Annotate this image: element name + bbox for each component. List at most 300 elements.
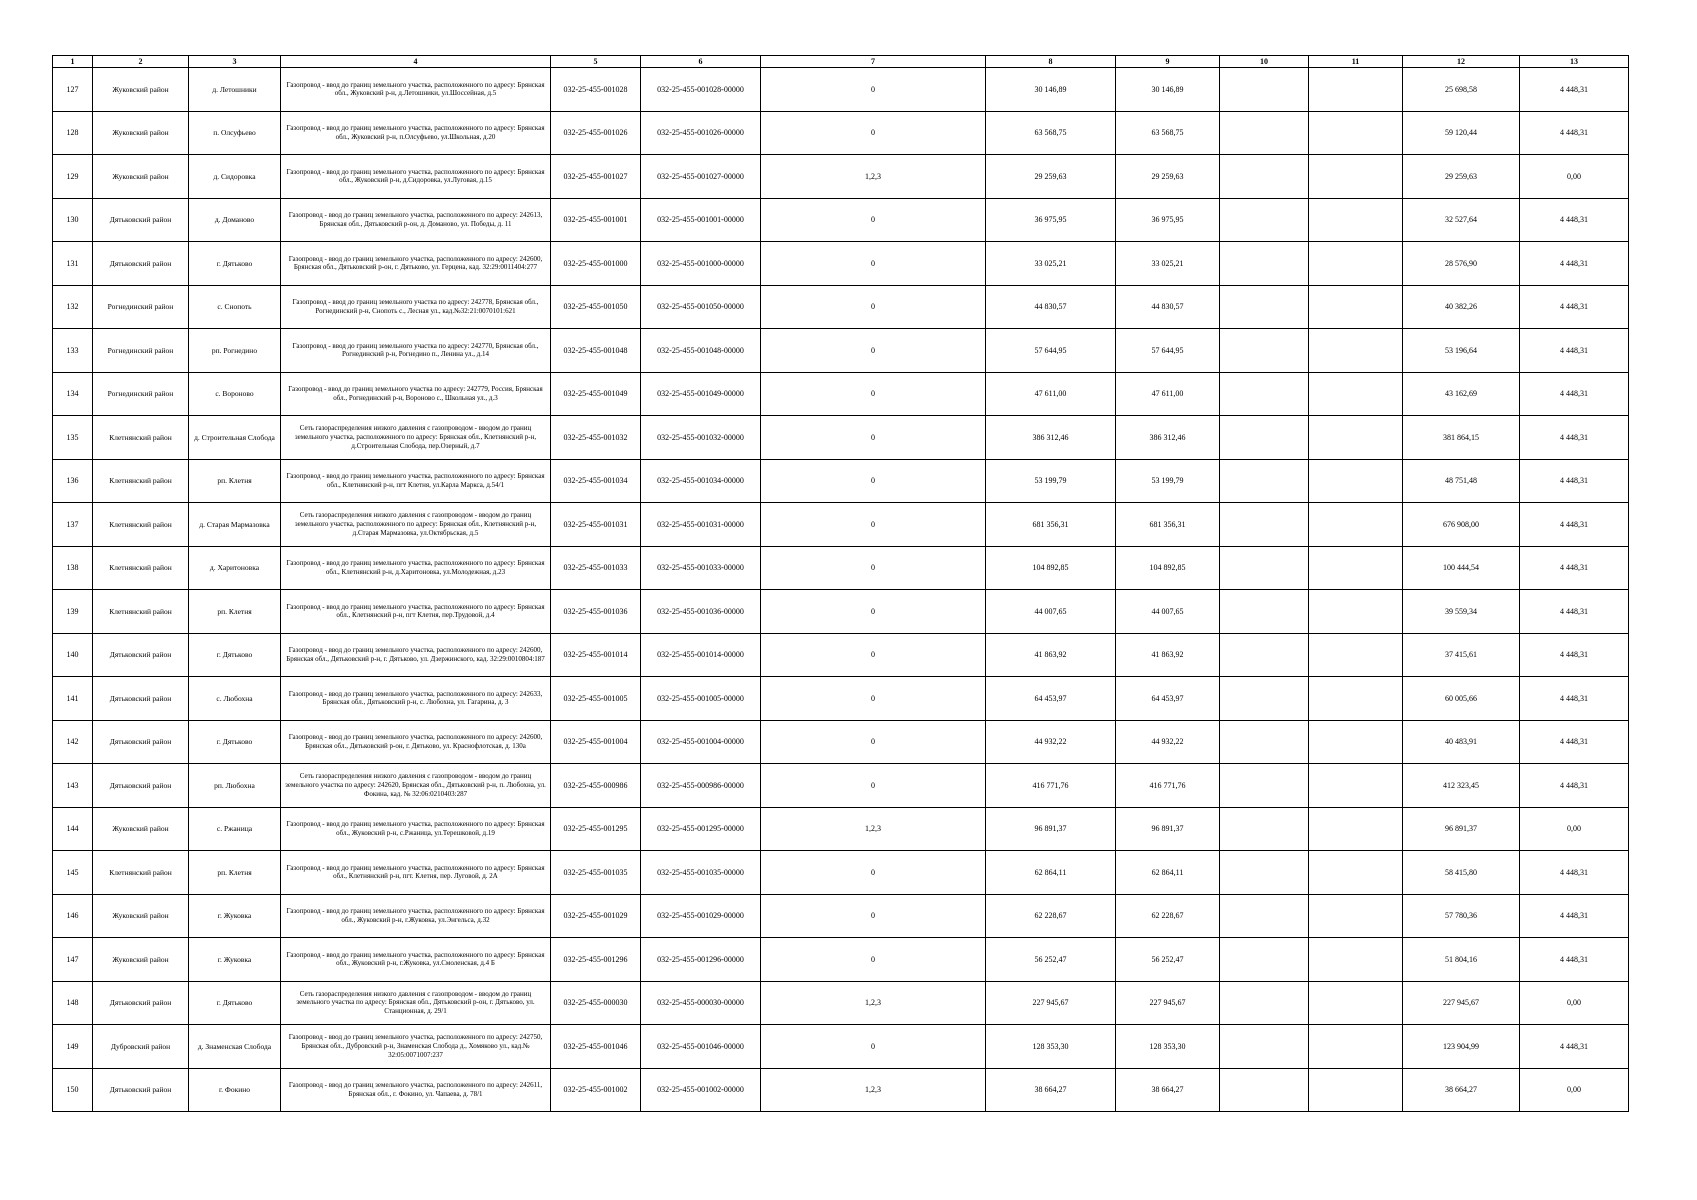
- cell-settlement: с. Любохна: [189, 677, 281, 721]
- cell-settlement: г. Жуковка: [189, 938, 281, 982]
- cell-district: Клетнянский район: [93, 590, 189, 634]
- cell-value-col-8: 681 356,31: [986, 503, 1116, 547]
- cell-settlement: с. Снопоть: [189, 285, 281, 329]
- cell-district: Жуковский район: [93, 111, 189, 155]
- table-row: [53, 416, 1629, 460]
- cell-value-col-12: 28 576,90: [1403, 242, 1520, 286]
- cell-object-description: Сеть газораспределения низкого давления с газопроводом - вводом до границ земельного участка по адресу: Брянская обл., Дятьковский р-он, г. Дятьково, ул. Станционная, д. 29/1: [281, 981, 551, 1025]
- cell-settlement: д. Знаменская Слобода: [189, 1025, 281, 1069]
- cell-object-full-code: 032-25-455-001034-00000: [641, 459, 761, 503]
- cell-value-col-12: 25 698,58: [1403, 68, 1520, 112]
- header-row: [53, 56, 1629, 68]
- table-row: [53, 198, 1629, 242]
- cell-district: Дятьковский район: [93, 764, 189, 808]
- cell-value-col-9: 36 975,95: [1116, 198, 1220, 242]
- cell-row-number: 127: [53, 68, 93, 112]
- cell-object-full-code: 032-25-455-001028-00000: [641, 68, 761, 112]
- cell-object-description: Газопровод - ввод до границ земельного участка, расположенного по адресу: 242600, Брянская обл., Дятьковский р-он, г. Дятьково, ул. Краснофлотская, д. 130а: [281, 720, 551, 764]
- cell-district: Дятьковский район: [93, 720, 189, 764]
- cell-district: Жуковский район: [93, 68, 189, 112]
- cell-indicator: 0: [761, 68, 986, 112]
- cell-district: Дятьковский район: [93, 981, 189, 1025]
- cell-value-col-9: 33 025,21: [1116, 242, 1220, 286]
- cell-object-full-code: 032-25-455-000030-00000: [641, 981, 761, 1025]
- table-row: [53, 1025, 1629, 1069]
- table-row: [53, 764, 1629, 808]
- cell-indicator: 0: [761, 111, 986, 155]
- cell-value-col-8: 56 252,47: [986, 938, 1116, 982]
- cell-value-col-10: [1220, 590, 1309, 634]
- cell-value-col-10: [1220, 155, 1309, 199]
- cell-value-col-9: 56 252,47: [1116, 938, 1220, 982]
- cell-indicator: 0: [761, 938, 986, 982]
- cell-settlement: рп. Любохна: [189, 764, 281, 808]
- cell-district: Дятьковский район: [93, 677, 189, 721]
- table-body: [53, 68, 1629, 1112]
- cell-value-col-12: 676 908,00: [1403, 503, 1520, 547]
- cell-row-number: 134: [53, 372, 93, 416]
- cell-settlement: д. Харитоновка: [189, 546, 281, 590]
- cell-settlement: д. Старая Мармазовка: [189, 503, 281, 547]
- cell-value-col-11: [1309, 503, 1403, 547]
- cell-value-col-12: 412 323,45: [1403, 764, 1520, 808]
- cell-row-number: 137: [53, 503, 93, 547]
- cell-value-col-11: [1309, 459, 1403, 503]
- cell-value-col-10: [1220, 198, 1309, 242]
- cell-value-col-8: 64 453,97: [986, 677, 1116, 721]
- table-row: [53, 894, 1629, 938]
- cell-value-col-10: [1220, 416, 1309, 460]
- cell-value-col-8: 47 611,00: [986, 372, 1116, 416]
- cell-value-col-11: [1309, 807, 1403, 851]
- cell-settlement: рп. Клетня: [189, 851, 281, 895]
- cell-value-col-8: 96 891,37: [986, 807, 1116, 851]
- cell-value-col-8: 44 007,65: [986, 590, 1116, 634]
- cell-value-col-12: 53 196,64: [1403, 329, 1520, 373]
- cell-district: Жуковский район: [93, 807, 189, 851]
- cell-indicator: 0: [761, 198, 986, 242]
- cell-value-col-8: 44 932,22: [986, 720, 1116, 764]
- cell-object-description: Газопровод - ввод до границ земельного участка, расположенного по адресу: 242611, Брянская обл., г. Фокино, ул. Чапаева, д. 78/1: [281, 1068, 551, 1112]
- cell-value-col-10: [1220, 285, 1309, 329]
- cell-value-col-13: 4 448,31: [1520, 720, 1629, 764]
- cell-indicator: 0: [761, 894, 986, 938]
- data-table: [52, 55, 1629, 1112]
- cell-value-col-12: 51 804,16: [1403, 938, 1520, 982]
- cell-settlement: г. Фокино: [189, 1068, 281, 1112]
- cell-object-description: Газопровод - ввод до границ земельного участка, расположенного по адресу: Брянская обл., Жуковский р-н, д.Сидоровка, ул.Луговая, д.15: [281, 155, 551, 199]
- cell-value-col-13: 4 448,31: [1520, 372, 1629, 416]
- cell-value-col-12: 40 483,91: [1403, 720, 1520, 764]
- cell-value-col-13: 4 448,31: [1520, 459, 1629, 503]
- cell-settlement: д. Летошники: [189, 68, 281, 112]
- column-header-10: 10: [1220, 56, 1309, 68]
- cell-value-col-10: [1220, 938, 1309, 982]
- cell-value-col-8: 62 228,67: [986, 894, 1116, 938]
- cell-value-col-11: [1309, 242, 1403, 286]
- cell-value-col-13: 4 448,31: [1520, 633, 1629, 677]
- table-row: [53, 68, 1629, 112]
- cell-object-full-code: 032-25-455-001002-00000: [641, 1068, 761, 1112]
- cell-value-col-10: [1220, 242, 1309, 286]
- cell-indicator: 0: [761, 242, 986, 286]
- cell-object-code: 032-25-455-000986: [551, 764, 641, 808]
- cell-object-code: 032-25-455-001035: [551, 851, 641, 895]
- cell-value-col-8: 33 025,21: [986, 242, 1116, 286]
- cell-object-description: Газопровод - ввод до границ земельного участка, расположенного по адресу: Брянская обл., Клетнянский р-н, пгт Клетня, пер.Трудовой, д.4: [281, 590, 551, 634]
- cell-value-col-11: [1309, 329, 1403, 373]
- cell-value-col-11: [1309, 764, 1403, 808]
- cell-value-col-9: 38 664,27: [1116, 1068, 1220, 1112]
- table-row: [53, 633, 1629, 677]
- cell-district: Жуковский район: [93, 894, 189, 938]
- cell-value-col-13: 0,00: [1520, 807, 1629, 851]
- cell-value-col-12: 43 162,69: [1403, 372, 1520, 416]
- cell-value-col-11: [1309, 155, 1403, 199]
- cell-object-full-code: 032-25-455-001048-00000: [641, 329, 761, 373]
- cell-row-number: 129: [53, 155, 93, 199]
- table-row: [53, 720, 1629, 764]
- cell-object-full-code: 032-25-455-001029-00000: [641, 894, 761, 938]
- cell-object-full-code: 032-25-455-001295-00000: [641, 807, 761, 851]
- cell-district: Дятьковский район: [93, 1068, 189, 1112]
- cell-object-code: 032-25-455-001050: [551, 285, 641, 329]
- cell-object-full-code: 032-25-455-001000-00000: [641, 242, 761, 286]
- cell-district: Рогнединский район: [93, 372, 189, 416]
- cell-settlement: г. Дятьково: [189, 242, 281, 286]
- table-row: [53, 677, 1629, 721]
- cell-object-code: 032-25-455-001014: [551, 633, 641, 677]
- cell-value-col-13: 0,00: [1520, 981, 1629, 1025]
- column-header-5: 5: [551, 56, 641, 68]
- cell-indicator: 0: [761, 546, 986, 590]
- cell-value-col-11: [1309, 981, 1403, 1025]
- cell-row-number: 133: [53, 329, 93, 373]
- cell-value-col-10: [1220, 720, 1309, 764]
- cell-object-full-code: 032-25-455-001032-00000: [641, 416, 761, 460]
- cell-settlement: г. Дятьково: [189, 981, 281, 1025]
- table-row: [53, 329, 1629, 373]
- cell-row-number: 140: [53, 633, 93, 677]
- cell-value-col-10: [1220, 764, 1309, 808]
- cell-object-code: 032-25-455-001000: [551, 242, 641, 286]
- cell-indicator: 0: [761, 764, 986, 808]
- cell-row-number: 132: [53, 285, 93, 329]
- column-header-4: 4: [281, 56, 551, 68]
- cell-object-description: Газопровод - ввод до границ земельного участка по адресу: 242779, Россия, Брянская обл., Рогнединский р-н, Вороново с., Школьная ул., д.3: [281, 372, 551, 416]
- cell-value-col-12: 60 005,66: [1403, 677, 1520, 721]
- cell-indicator: 0: [761, 372, 986, 416]
- cell-object-full-code: 032-25-455-001296-00000: [641, 938, 761, 982]
- cell-value-col-10: [1220, 851, 1309, 895]
- cell-object-description: Газопровод - ввод до границ земельного участка, расположенного по адресу: 242750, Брянская обл., Дубровский р-н, Знаменская Слобода д., Хомяково ул., кад.№ 32:05:0071007:237: [281, 1025, 551, 1069]
- cell-district: Клетнянский район: [93, 851, 189, 895]
- cell-value-col-11: [1309, 1068, 1403, 1112]
- cell-district: Дятьковский район: [93, 198, 189, 242]
- cell-value-col-8: 29 259,63: [986, 155, 1116, 199]
- cell-row-number: 149: [53, 1025, 93, 1069]
- cell-object-full-code: 032-25-455-001027-00000: [641, 155, 761, 199]
- table-row: [53, 851, 1629, 895]
- cell-object-full-code: 032-25-455-001046-00000: [641, 1025, 761, 1069]
- column-header-6: 6: [641, 56, 761, 68]
- cell-value-col-10: [1220, 1068, 1309, 1112]
- cell-indicator: 0: [761, 633, 986, 677]
- cell-value-col-13: 4 448,31: [1520, 111, 1629, 155]
- column-header-2: 2: [93, 56, 189, 68]
- cell-district: Клетнянский район: [93, 459, 189, 503]
- cell-value-col-13: 4 448,31: [1520, 546, 1629, 590]
- cell-value-col-10: [1220, 677, 1309, 721]
- table-row: [53, 111, 1629, 155]
- cell-object-full-code: 032-25-455-001033-00000: [641, 546, 761, 590]
- cell-settlement: д. Сидоровка: [189, 155, 281, 199]
- cell-value-col-8: 44 830,57: [986, 285, 1116, 329]
- cell-district: Рогнединский район: [93, 285, 189, 329]
- cell-settlement: г. Дятьково: [189, 633, 281, 677]
- table-row: [53, 981, 1629, 1025]
- cell-object-full-code: 032-25-455-001026-00000: [641, 111, 761, 155]
- cell-value-col-10: [1220, 981, 1309, 1025]
- cell-value-col-12: 32 527,64: [1403, 198, 1520, 242]
- cell-indicator: 0: [761, 503, 986, 547]
- cell-object-code: 032-25-455-001034: [551, 459, 641, 503]
- cell-value-col-10: [1220, 546, 1309, 590]
- column-header-8: 8: [986, 56, 1116, 68]
- cell-object-description: Газопровод - ввод до границ земельного участка, расположенного по адресу: 242613, Брянская обл., Дятьковский р-он, д. Доманово, ул. Победы, д. 11: [281, 198, 551, 242]
- cell-value-col-11: [1309, 590, 1403, 634]
- cell-object-full-code: 032-25-455-001036-00000: [641, 590, 761, 634]
- cell-value-col-9: 64 453,97: [1116, 677, 1220, 721]
- cell-object-code: 032-25-455-000030: [551, 981, 641, 1025]
- cell-object-description: Газопровод - ввод до границ земельного участка, расположенного по адресу: Брянская обл., Жуковский р-н, с.Ржаница, ул.Терешковой, д.19: [281, 807, 551, 851]
- cell-value-col-8: 36 975,95: [986, 198, 1116, 242]
- cell-row-number: 148: [53, 981, 93, 1025]
- cell-value-col-11: [1309, 111, 1403, 155]
- cell-value-col-10: [1220, 1025, 1309, 1069]
- column-header-12: 12: [1403, 56, 1520, 68]
- cell-value-col-11: [1309, 285, 1403, 329]
- cell-value-col-11: [1309, 720, 1403, 764]
- cell-settlement: д. Доманово: [189, 198, 281, 242]
- cell-value-col-13: 4 448,31: [1520, 590, 1629, 634]
- cell-value-col-9: 128 353,30: [1116, 1025, 1220, 1069]
- cell-indicator: 1,2,3: [761, 981, 986, 1025]
- cell-district: Дубровский район: [93, 1025, 189, 1069]
- column-header-11: 11: [1309, 56, 1403, 68]
- cell-value-col-11: [1309, 372, 1403, 416]
- cell-row-number: 130: [53, 198, 93, 242]
- cell-indicator: 0: [761, 851, 986, 895]
- cell-value-col-12: 58 415,80: [1403, 851, 1520, 895]
- column-header-7: 7: [761, 56, 986, 68]
- column-header-3: 3: [189, 56, 281, 68]
- cell-object-full-code: 032-25-455-001049-00000: [641, 372, 761, 416]
- cell-district: Жуковский район: [93, 155, 189, 199]
- cell-value-col-10: [1220, 503, 1309, 547]
- cell-value-col-9: 62 864,11: [1116, 851, 1220, 895]
- cell-object-full-code: 032-25-455-001014-00000: [641, 633, 761, 677]
- cell-value-col-12: 381 864,15: [1403, 416, 1520, 460]
- cell-value-col-10: [1220, 894, 1309, 938]
- cell-indicator: 1,2,3: [761, 807, 986, 851]
- cell-object-code: 032-25-455-001046: [551, 1025, 641, 1069]
- cell-value-col-8: 53 199,79: [986, 459, 1116, 503]
- cell-value-col-13: 4 448,31: [1520, 416, 1629, 460]
- cell-value-col-13: 4 448,31: [1520, 851, 1629, 895]
- cell-settlement: г. Жуковка: [189, 894, 281, 938]
- cell-object-code: 032-25-455-001026: [551, 111, 641, 155]
- table-row: [53, 590, 1629, 634]
- cell-settlement: с. Ржаница: [189, 807, 281, 851]
- cell-value-col-11: [1309, 68, 1403, 112]
- cell-object-description: Газопровод - ввод до границ земельного участка, расположенного по адресу: 242633, Брянская обл., Дятьковский р-н, с. Любохна, ул. Гагарина, д. 3: [281, 677, 551, 721]
- cell-indicator: 0: [761, 590, 986, 634]
- cell-object-code: 032-25-455-001048: [551, 329, 641, 373]
- table-row: [53, 459, 1629, 503]
- cell-value-col-12: 123 904,99: [1403, 1025, 1520, 1069]
- cell-object-full-code: 032-25-455-001001-00000: [641, 198, 761, 242]
- cell-object-code: 032-25-455-001004: [551, 720, 641, 764]
- cell-value-col-10: [1220, 807, 1309, 851]
- cell-row-number: 142: [53, 720, 93, 764]
- table-row: [53, 285, 1629, 329]
- cell-value-col-9: 386 312,46: [1116, 416, 1220, 460]
- cell-value-col-13: 4 448,31: [1520, 329, 1629, 373]
- cell-value-col-9: 29 259,63: [1116, 155, 1220, 199]
- cell-value-col-11: [1309, 677, 1403, 721]
- cell-value-col-9: 416 771,76: [1116, 764, 1220, 808]
- cell-value-col-12: 96 891,37: [1403, 807, 1520, 851]
- cell-object-description: Газопровод - ввод до границ земельного участка по адресу: 242778, Брянская обл., Рогнединский р-н, Снопоть с., Лесная ул., кад.№32:21:0070101:621: [281, 285, 551, 329]
- cell-value-col-8: 386 312,46: [986, 416, 1116, 460]
- cell-object-description: Сеть газораспределения низкого давления с газопроводом - вводом до границ земельного участка, расположенного по адресу: Брянская обл., Клетнянский р-н, д.Старая Мармазовка, ул.Октябрьская, д.5: [281, 503, 551, 547]
- cell-settlement: рп. Клетня: [189, 590, 281, 634]
- cell-district: Клетнянский район: [93, 503, 189, 547]
- cell-value-col-12: 37 415,61: [1403, 633, 1520, 677]
- cell-object-description: Газопровод - ввод до границ земельного участка по адресу: 242770, Брянская обл., Рогнединский р-н, Рогнедино п., Ленина ул., д.14: [281, 329, 551, 373]
- table-header: [53, 56, 1629, 68]
- cell-object-description: Газопровод - ввод до границ земельного участка, расположенного по адресу: Брянская обл., Жуковский р-н, г.Жуковка, ул.Смоленская, д.4 Б: [281, 938, 551, 982]
- cell-value-col-12: 40 382,26: [1403, 285, 1520, 329]
- cell-value-col-8: 63 568,75: [986, 111, 1116, 155]
- cell-value-col-12: 100 444,54: [1403, 546, 1520, 590]
- cell-object-full-code: 032-25-455-001005-00000: [641, 677, 761, 721]
- cell-object-code: 032-25-455-001295: [551, 807, 641, 851]
- cell-value-col-9: 44 830,57: [1116, 285, 1220, 329]
- cell-value-col-9: 41 863,92: [1116, 633, 1220, 677]
- cell-value-col-10: [1220, 329, 1309, 373]
- table-row: [53, 155, 1629, 199]
- cell-indicator: 0: [761, 677, 986, 721]
- cell-value-col-9: 44 932,22: [1116, 720, 1220, 764]
- cell-value-col-11: [1309, 1025, 1403, 1069]
- cell-value-col-9: 227 945,67: [1116, 981, 1220, 1025]
- cell-row-number: 144: [53, 807, 93, 851]
- cell-object-description: Газопровод - ввод до границ земельного участка, расположенного по адресу: 242600, Брянская обл., Дятьковский р-он, г. Дятьково, ул. Герцена, кад. 32:29:0011404:277: [281, 242, 551, 286]
- cell-object-code: 032-25-455-001036: [551, 590, 641, 634]
- cell-indicator: 1,2,3: [761, 1068, 986, 1112]
- table-row: [53, 503, 1629, 547]
- cell-district: Жуковский район: [93, 938, 189, 982]
- cell-value-col-9: 44 007,65: [1116, 590, 1220, 634]
- cell-value-col-12: 48 751,48: [1403, 459, 1520, 503]
- cell-value-col-8: 104 892,85: [986, 546, 1116, 590]
- cell-value-col-12: 38 664,27: [1403, 1068, 1520, 1112]
- cell-object-full-code: 032-25-455-000986-00000: [641, 764, 761, 808]
- cell-settlement: п. Олсуфьево: [189, 111, 281, 155]
- cell-object-full-code: 032-25-455-001004-00000: [641, 720, 761, 764]
- cell-object-code: 032-25-455-001028: [551, 68, 641, 112]
- cell-row-number: 146: [53, 894, 93, 938]
- cell-value-col-9: 62 228,67: [1116, 894, 1220, 938]
- table-row: [53, 938, 1629, 982]
- cell-settlement: д. Строительная Слобода: [189, 416, 281, 460]
- cell-row-number: 147: [53, 938, 93, 982]
- cell-object-description: Сеть газораспределения низкого давления с газопроводом - вводом до границ земельного участка по адресу: 242620, Брянская обл., Дятьковский р-н, п. Любохна, ул. Фокина, кад. № 32:06:0210403:287: [281, 764, 551, 808]
- cell-settlement: г. Дятьково: [189, 720, 281, 764]
- cell-value-col-13: 4 448,31: [1520, 503, 1629, 547]
- cell-value-col-9: 57 644,95: [1116, 329, 1220, 373]
- cell-indicator: 0: [761, 416, 986, 460]
- cell-settlement: рп. Клетня: [189, 459, 281, 503]
- column-header-1: 1: [53, 56, 93, 68]
- table-row: [53, 546, 1629, 590]
- cell-object-description: Сеть газораспределения низкого давления с газопроводом - вводом до границ земельного участка, расположенного по адресу: Брянская обл., Клетнянский р-н, д.Строительная Слобода, пер.Озерный, д.7: [281, 416, 551, 460]
- cell-value-col-11: [1309, 198, 1403, 242]
- cell-row-number: 136: [53, 459, 93, 503]
- cell-object-description: Газопровод - ввод до границ земельного участка, расположенного по адресу: Брянская обл., Клетнянский р-н, пгт Клетня, ул.Карла Маркса, д.54/1: [281, 459, 551, 503]
- cell-value-col-11: [1309, 938, 1403, 982]
- cell-row-number: 135: [53, 416, 93, 460]
- cell-value-col-9: 63 568,75: [1116, 111, 1220, 155]
- table-row: [53, 372, 1629, 416]
- cell-value-col-12: 57 780,36: [1403, 894, 1520, 938]
- cell-object-code: 032-25-455-001001: [551, 198, 641, 242]
- cell-value-col-9: 96 891,37: [1116, 807, 1220, 851]
- cell-object-code: 032-25-455-001033: [551, 546, 641, 590]
- cell-value-col-13: 4 448,31: [1520, 68, 1629, 112]
- cell-value-col-10: [1220, 111, 1309, 155]
- cell-value-col-8: 57 644,95: [986, 329, 1116, 373]
- cell-value-col-13: 0,00: [1520, 155, 1629, 199]
- cell-object-description: Газопровод - ввод до границ земельного участка, расположенного по адресу: Брянская обл., Клетнянский р-н, д.Харитоновка, ул.Молодежная, д.23: [281, 546, 551, 590]
- column-header-13: 13: [1520, 56, 1629, 68]
- cell-value-col-11: [1309, 851, 1403, 895]
- cell-object-description: Газопровод - ввод до границ земельного участка, расположенного по адресу: Брянская обл., Клетнянский р-н, пгт. Клетня, пер. Луговой, д. 2А: [281, 851, 551, 895]
- cell-object-full-code: 032-25-455-001031-00000: [641, 503, 761, 547]
- cell-value-col-9: 681 356,31: [1116, 503, 1220, 547]
- cell-value-col-8: 38 664,27: [986, 1068, 1116, 1112]
- cell-indicator: 0: [761, 329, 986, 373]
- cell-value-col-10: [1220, 633, 1309, 677]
- cell-object-code: 032-25-455-001296: [551, 938, 641, 982]
- cell-value-col-11: [1309, 546, 1403, 590]
- cell-value-col-13: 4 448,31: [1520, 242, 1629, 286]
- cell-object-code: 032-25-455-001005: [551, 677, 641, 721]
- cell-value-col-12: 59 120,44: [1403, 111, 1520, 155]
- cell-value-col-12: 39 559,34: [1403, 590, 1520, 634]
- cell-value-col-12: 29 259,63: [1403, 155, 1520, 199]
- cell-value-col-9: 53 199,79: [1116, 459, 1220, 503]
- cell-value-col-8: 128 353,30: [986, 1025, 1116, 1069]
- cell-object-code: 032-25-455-001049: [551, 372, 641, 416]
- table-row: [53, 1068, 1629, 1112]
- cell-row-number: 145: [53, 851, 93, 895]
- cell-value-col-8: 227 945,67: [986, 981, 1116, 1025]
- cell-object-full-code: 032-25-455-001035-00000: [641, 851, 761, 895]
- cell-object-description: Газопровод - ввод до границ земельного участка, расположенного по адресу: 242600, Брянская обл., Дятьковский р-н, г. Дятьково, ул. Дзержинского, кад. 32:29:0010804:187: [281, 633, 551, 677]
